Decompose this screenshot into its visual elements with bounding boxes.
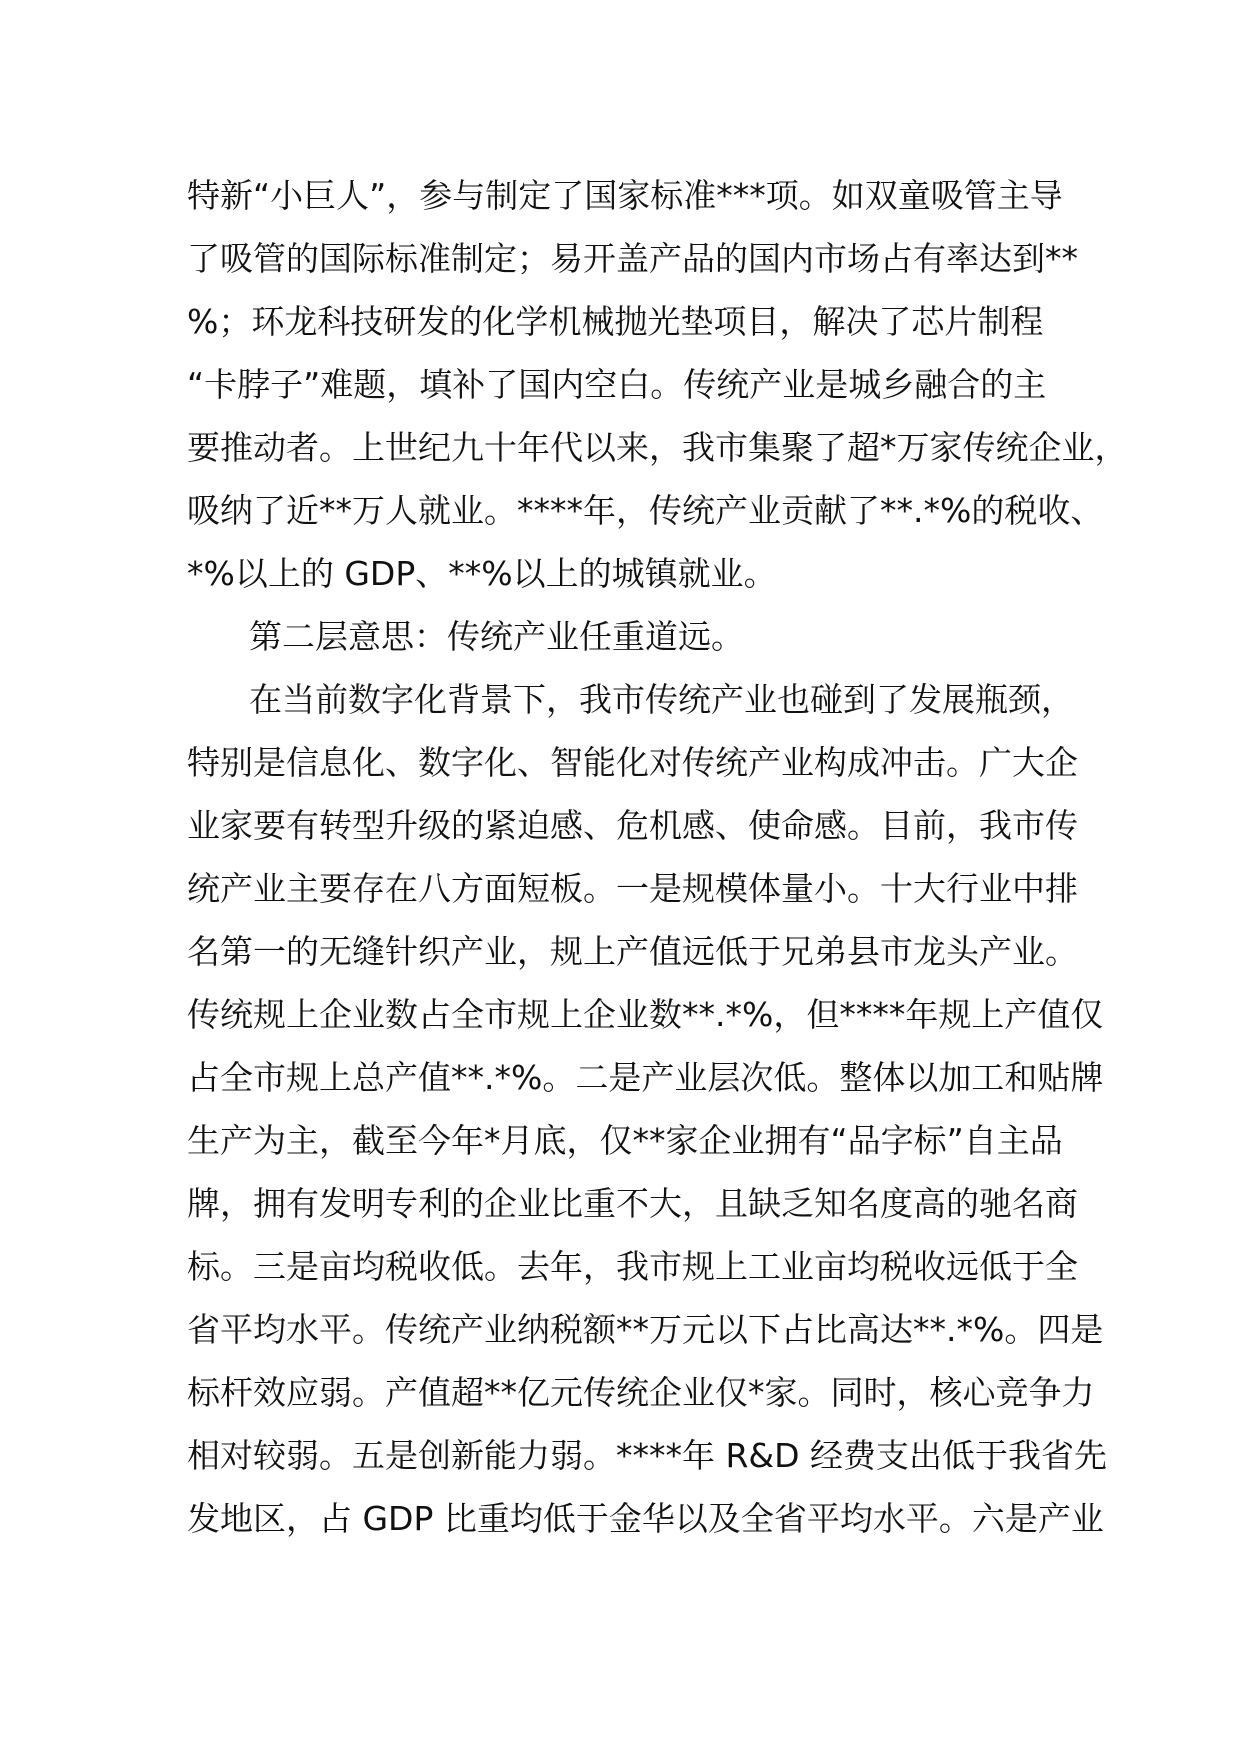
text-line: 传统规上企业数占全市规上企业数**.*%，但****年规上产值仅 (187, 995, 1104, 1034)
text-line: 特别是信息化、数字化、智能化对传统产业构成冲击。广大企 (187, 743, 1078, 782)
text-line: “卡脖子”难题，填补了国内空白。传统产业是城乡融合的主 (187, 365, 1047, 404)
text-line: *%以上的 GDP、**%以上的城镇就业。 (187, 554, 777, 593)
section-heading: 第二层意思：传统产业任重道远。 (249, 617, 744, 656)
text-line: 标杆效应弱。产值超**亿元传统企业仅*家。同时，核心竞争力 (187, 1373, 1095, 1412)
text-line: 业家要有转型升级的紧迫感、危机感、使命感。目前，我市传 (187, 806, 1078, 845)
text-line: 统产业主要存在八方面短板。一是规模体量小。十大行业中排 (187, 869, 1078, 908)
text-line: 占全市规上总产值**.*%。二是产业层次低。整体以加工和贴牌 (187, 1058, 1104, 1097)
text-line: 特新“小巨人”，参与制定了国家标准***项。如双童吸管主导 (187, 176, 1063, 215)
text-line: 在当前数字化背景下，我市传统产业也碰到了发展瓶颈， (249, 680, 1074, 719)
text-line: 牌，拥有发明专利的企业比重不大，且缺乏知名度高的驰名商 (187, 1184, 1078, 1223)
text-line: 发地区，占 GDP 比重均低于金华以及全省平均水平。六是产业 (187, 1499, 1104, 1538)
text-line: %；环龙科技研发的化学机械抛光垫项目，解决了芯片制程 (187, 302, 1044, 341)
text-line: 名第一的无缝针织产业，规上产值远低于兄弟县市龙头产业。 (187, 932, 1078, 971)
text-line: 了吸管的国际标准制定；易开盖产品的国内市场占有率达到** (187, 239, 1078, 278)
text-line: 省平均水平。传统产业纳税额**万元以下占比高达**.*%。四是 (187, 1310, 1104, 1349)
text-line: 要推动者。上世纪九十年代以来，我市集聚了超*万家传统企业， (187, 428, 1128, 467)
text-line: 相对较弱。五是创新能力弱。****年 R&D 经费支出低于我省先 (187, 1436, 1108, 1475)
text-line: 吸纳了近**万人就业。****年，传统产业贡献了**.*%的税收、 (187, 491, 1104, 530)
text-line: 生产为主，截至今年*月底，仅**家企业拥有“品字标”自主品 (187, 1121, 1063, 1160)
text-line: 标。三是亩均税收低。去年，我市规上工业亩均税收远低于全 (187, 1247, 1078, 1286)
